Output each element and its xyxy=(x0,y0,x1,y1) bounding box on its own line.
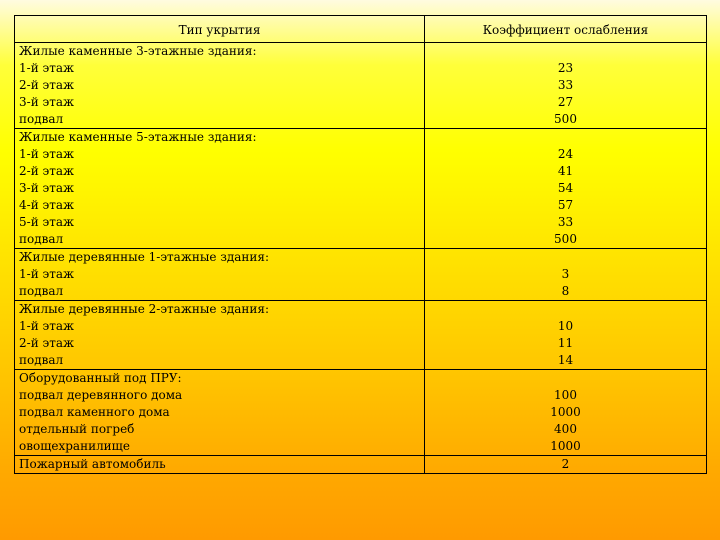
row-value: 57 xyxy=(557,198,574,212)
row-value: 33 xyxy=(557,215,574,229)
table-row xyxy=(15,301,707,370)
shelter-type-cell xyxy=(15,129,425,249)
coefficient-cell xyxy=(425,370,707,456)
shelter-type-cell xyxy=(15,370,425,456)
row-label: 4-й этаж xyxy=(19,198,75,212)
row-label: 3-й этаж xyxy=(19,181,75,195)
row-value: 500 xyxy=(554,232,577,246)
coefficient-cell xyxy=(425,249,707,301)
table-row xyxy=(15,249,707,301)
row-value: 27 xyxy=(557,95,574,109)
row-value: 1000 xyxy=(550,439,581,453)
row-label: 1-й этаж xyxy=(19,147,75,161)
shelter-type-cell xyxy=(15,43,425,129)
row-value: 500 xyxy=(554,112,577,126)
row-value: 10 xyxy=(557,319,574,333)
row-value: 41 xyxy=(557,164,574,178)
row-value: 1000 xyxy=(550,405,581,419)
row-label: подвал xyxy=(19,112,64,126)
group-title: Жилые каменные 5-этажные здания: xyxy=(19,130,257,144)
row-label: 1-й этаж xyxy=(19,61,75,75)
row-value: 8 xyxy=(561,284,570,298)
shelter-type-cell xyxy=(15,249,425,301)
row-label: 1-й этаж xyxy=(19,319,75,333)
cell-spacer xyxy=(429,249,702,266)
table-body xyxy=(15,43,707,474)
cell-spacer xyxy=(429,370,702,387)
row-label: подвал деревянного дома xyxy=(19,388,183,402)
cell-spacer xyxy=(429,301,702,318)
table-row xyxy=(15,456,707,474)
row-value: 33 xyxy=(557,78,574,92)
coefficient-cell: 2 xyxy=(425,456,707,474)
table-header-row xyxy=(15,16,707,43)
row-value: 100 xyxy=(554,388,577,402)
row-label: 5-й этаж xyxy=(19,215,75,229)
row-label: 2-й этаж xyxy=(19,78,75,92)
row-label: подвал xyxy=(19,353,64,367)
header-shelter-type: Тип укрытия xyxy=(15,16,425,43)
row-label: подвал xyxy=(19,284,64,298)
table-row xyxy=(15,129,707,249)
shelter-type-cell: Пожарный автомобиль xyxy=(15,456,425,474)
row-value: 14 xyxy=(557,353,574,367)
attenuation-table xyxy=(14,15,707,474)
row-value: 23 xyxy=(557,61,574,75)
header-attenuation-coefficient: Коэффициент ослабления xyxy=(425,16,707,43)
row-value: 11 xyxy=(557,336,574,350)
coefficient-cell xyxy=(425,301,707,370)
cell-spacer xyxy=(429,43,702,60)
shelter-type-cell xyxy=(15,301,425,370)
row-value: 24 xyxy=(557,147,574,161)
row-label: 2-й этаж xyxy=(19,336,75,350)
table-row xyxy=(15,43,707,129)
cell-spacer xyxy=(429,129,702,146)
coefficient-cell xyxy=(425,43,707,129)
group-title: Жилые деревянные 1-этажные здания: xyxy=(19,250,270,264)
group-title: Жилые каменные 3-этажные здания: xyxy=(19,44,257,58)
row-label: 3-й этаж xyxy=(19,95,75,109)
row-value: 400 xyxy=(554,422,577,436)
table-row xyxy=(15,370,707,456)
row-label: 1-й этаж xyxy=(19,267,75,281)
group-title: Оборудованный под ПРУ: xyxy=(19,371,182,385)
row-label: овощехранилище xyxy=(19,439,130,453)
row-value: 3 xyxy=(561,267,570,281)
group-title: Жилые деревянные 2-этажные здания: xyxy=(19,302,270,316)
coefficient-cell xyxy=(425,129,707,249)
row-value: 54 xyxy=(557,181,574,195)
row-label: подвал каменного дома xyxy=(19,405,170,419)
row-label: подвал xyxy=(19,232,64,246)
row-label: отдельный погреб xyxy=(19,422,135,436)
row-label: 2-й этаж xyxy=(19,164,75,178)
